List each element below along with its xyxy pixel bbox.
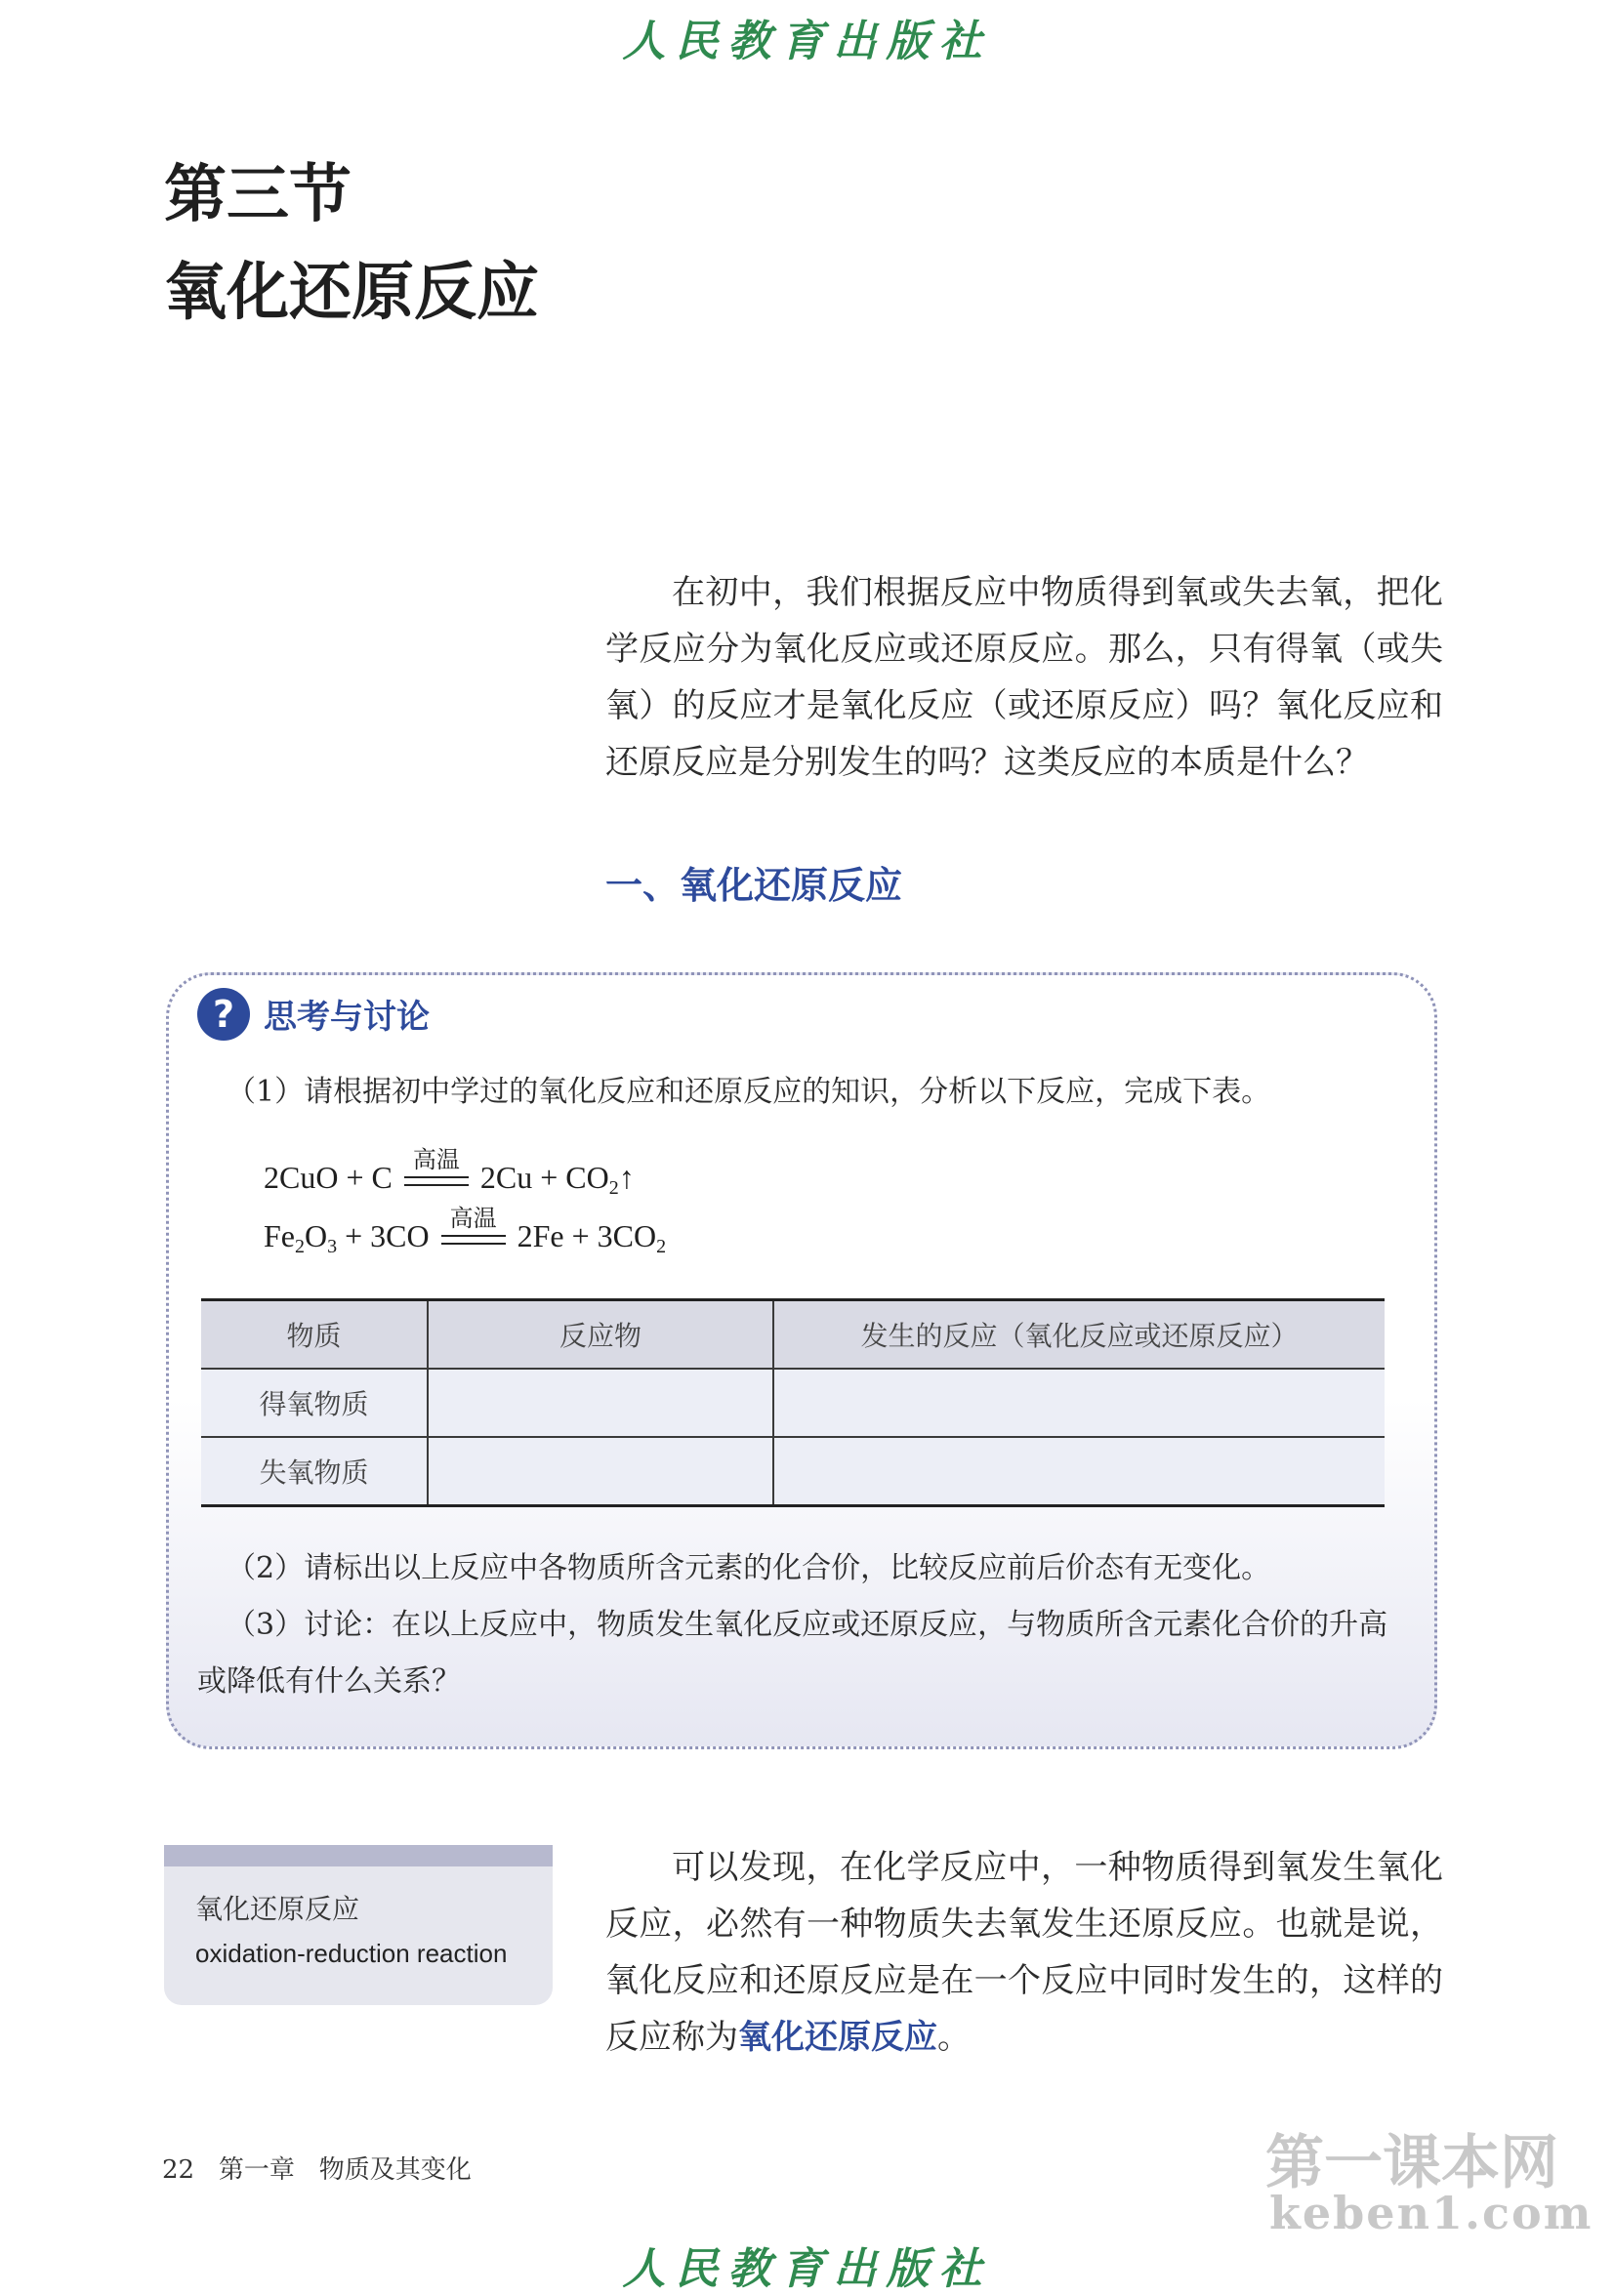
- equals-condition: [404, 1145, 469, 1189]
- conclusion-text: [605, 1839, 1443, 2066]
- question-icon: ?: [197, 988, 250, 1041]
- equation-1-left: 2CuO + C: [264, 1160, 393, 1195]
- equation-2-left-fe: Fe: [264, 1218, 295, 1253]
- condition-label: 高温: [412, 1145, 460, 1173]
- subscript: 2: [656, 1236, 667, 1257]
- table-row: [201, 1437, 1385, 1506]
- table-row: [201, 1369, 1385, 1437]
- blank-cell: [428, 1369, 773, 1437]
- blank-cell: [773, 1369, 1385, 1437]
- glossary-term-english: oxidation-reduction reaction: [195, 1939, 508, 1968]
- blank-cell: [428, 1437, 773, 1506]
- equation-2-right: 2Fe + 3CO: [517, 1218, 657, 1253]
- publisher-logo-bottom: 人民教育出版社: [622, 2244, 992, 2294]
- chapter-title: 物质及其变化: [318, 2155, 472, 2185]
- keyword: 氧化还原反应: [738, 2018, 937, 2057]
- equation-1: [264, 1145, 635, 1199]
- question-1: （1）请根据初中学过的氧化反应和还原反应的知识，分析以下反应，完成下表。: [227, 1075, 1271, 1109]
- intro-text: 在初中，我们根据反应中物质得到氧或失去氧，把化学反应分为氧化反应或还原反应。那么，只有得氧（或失氧）的反应才是氧化反应（或还原反应）吗？氧化反应和还原反应是分别发生的吗？这类反应的本质是什么？: [605, 573, 1443, 782]
- header-reaction-type: 发生的反应（氧化反应或还原反应）: [773, 1300, 1385, 1370]
- equation-2-left-o: O: [305, 1218, 328, 1253]
- subscript: 2: [295, 1236, 305, 1257]
- conclusion-body: 可以发现，在化学反应中，一种物质得到氧发生氧化反应，必然有一种物质失去氧发生还原反应。也就是说，氧化反应和还原反应是在一个反应中同时发生的，这样的反应称为: [605, 1848, 1443, 2057]
- blank-cell: [773, 1437, 1385, 1506]
- glossary-sidebar: [164, 1845, 553, 2005]
- discussion-title: 思考与讨论: [264, 998, 430, 1037]
- watermark-chinese: 第一课本网: [1265, 2129, 1558, 2197]
- question-3: （3）讨论：在以上反应中，物质发生氧化反应或还原反应，与物质所含元素化合价的升高或降低有什么关系？: [197, 1608, 1388, 1699]
- intro-paragraph: [605, 564, 1443, 791]
- conclusion-end: 。: [937, 2018, 971, 2057]
- section-title: 氧化还原反应: [164, 256, 539, 329]
- watermark-url: keben1.com: [1269, 2187, 1593, 2239]
- page-number: 22: [162, 2155, 195, 2185]
- question-2: （2）请标出以上反应中各物质所含元素的化合价，比较反应前后价态有无变化。: [227, 1551, 1271, 1585]
- page-footer: [162, 2150, 472, 2186]
- publisher-logo-top: 人民教育出版社: [622, 17, 992, 66]
- equation-2: [264, 1204, 667, 1257]
- equation-1-right: 2Cu + CO: [479, 1160, 609, 1195]
- equation-2-left-co: + 3CO: [337, 1218, 430, 1253]
- conclusion-paragraph: [605, 1839, 1443, 2066]
- subscript: 3: [327, 1236, 338, 1257]
- gas-arrow: ↑: [618, 1160, 635, 1195]
- row-label: 得氧物质: [201, 1369, 428, 1437]
- condition-label: 高温: [449, 1204, 497, 1232]
- row-label: 失氧物质: [201, 1437, 428, 1506]
- subscript: 2: [608, 1177, 619, 1199]
- header-substance: 物质: [201, 1300, 428, 1370]
- reaction-table: [201, 1298, 1385, 1507]
- table-header-row: [201, 1300, 1385, 1370]
- subheading: 一、氧化还原反应: [605, 864, 903, 907]
- chapter-label: 第一章: [218, 2155, 295, 2185]
- header-reactant: 反应物: [428, 1300, 773, 1370]
- equals-condition: [441, 1204, 506, 1248]
- glossary-bar: [164, 1845, 553, 1866]
- section-number: 第三节: [164, 158, 352, 231]
- glossary-term-chinese: 氧化还原反应: [195, 1893, 360, 1925]
